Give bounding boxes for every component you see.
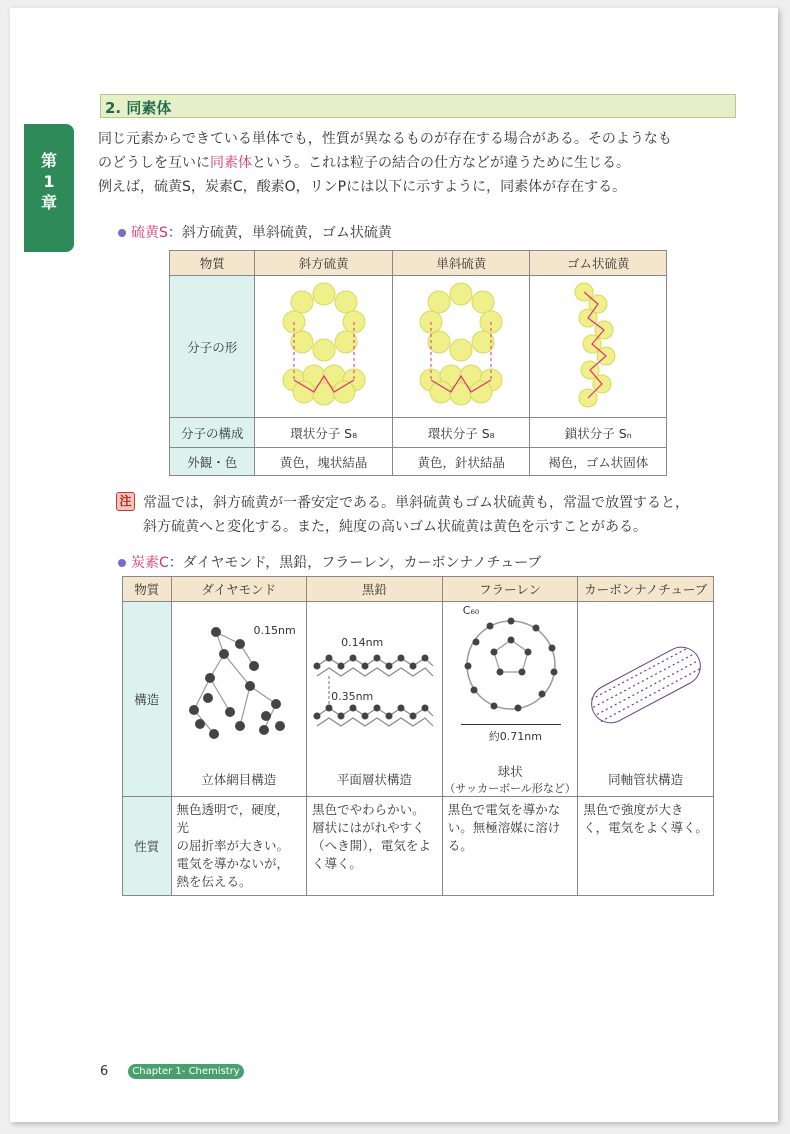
sulfur-th-rubber: ゴム状硫黄: [530, 251, 667, 276]
page-number: 6: [100, 1064, 109, 1079]
bullet-dot: [118, 559, 126, 567]
nanotube-cell: [578, 602, 714, 797]
fullerene-size: 約0.71nm: [488, 730, 542, 743]
appearance-cell: 黄色，針状結晶: [392, 448, 530, 476]
sulfur-th-rhombic: 斜方硫黄: [255, 251, 393, 276]
nanotube-property: [578, 797, 714, 896]
intro-line1: 同じ元素からできている単体でも，性質が異なるものが存在する場合がある。そのようなも: [98, 131, 672, 147]
sulfur-row-shape: 分子の形: [170, 276, 255, 418]
chain-molecule-icon: [558, 280, 638, 410]
graphite-cell: [307, 602, 443, 797]
carbon-th-substance: 物質: [123, 577, 172, 602]
carbon-th-fullerene: フラーレン: [442, 577, 578, 602]
section-header: [100, 94, 736, 118]
fullerene-size-line: [461, 724, 561, 725]
property-line: る。: [447, 838, 473, 853]
diamond-cell: [171, 602, 307, 797]
property-line: の屈折率が大きい。: [176, 838, 290, 853]
sulfur-name: 硫黄S: [131, 225, 168, 241]
intro-term: 同素体: [210, 155, 252, 171]
diamond-bond-length: 0.15nm: [253, 624, 296, 637]
graphite-property: [307, 797, 443, 896]
property-line: く導く。: [312, 856, 362, 871]
diamond-structure-label: 立体網目構造: [201, 772, 277, 787]
note-mark: 注: [116, 492, 135, 511]
sulfur-row-appearance: 外観・色: [170, 448, 255, 476]
property-line: 黒色で強度が大き: [583, 802, 684, 817]
fullerene-formula: C₆₀: [462, 604, 480, 617]
chapter-tab: [24, 124, 74, 252]
carbon-row-structure: 構造: [123, 602, 172, 797]
nanotube-structure-label: 同軸管状構造: [608, 772, 684, 787]
nanotube-structure-icon: [581, 630, 711, 740]
fullerene-cell: [442, 602, 578, 797]
composition-cell: 環状分子 S₈: [392, 418, 530, 448]
diamond-property: [171, 797, 307, 896]
property-line: い。無極溶媒に溶け: [447, 820, 561, 835]
fullerene-structure-sub: （サッカーボール形など）: [444, 782, 576, 795]
ring-molecule-icon: [264, 280, 384, 410]
graphite-layer-distance: 0.35nm: [331, 690, 374, 703]
chapter-label: Chapter 1- Chemistry: [128, 1064, 244, 1079]
section-title: 2. 同素体: [105, 99, 172, 117]
property-line: 熱を伝える。: [176, 874, 252, 889]
sulfur-bullet: [118, 222, 392, 242]
composition-cell: 鎖状分子 Sₙ: [530, 418, 667, 448]
composition-cell: 環状分子 S₈: [255, 418, 393, 448]
chapter-tab-line1: 第: [40, 151, 57, 170]
chapter-tab-line3: 章: [40, 193, 57, 212]
intro-line2-post: という。これは粒子の結合の仕方などが違うために生じる。: [252, 155, 630, 171]
note-line1: 常温では，斜方硫黄が一番安定である。単斜硫黄もゴム状硫黄も，常温で放置すると，: [143, 495, 689, 511]
monoclinic-molecule-figure: [392, 276, 530, 418]
sulfur-th-substance: 物質: [170, 251, 255, 276]
carbon-row-property: 性質: [123, 797, 172, 896]
property-line: く，電気をよく導く。: [583, 820, 708, 835]
sulfur-table: [169, 250, 667, 476]
fullerene-property: [442, 797, 578, 896]
bullet-dot: [118, 229, 126, 237]
property-line: 電気を導かないが，: [176, 856, 290, 871]
graphite-structure-label: 平面層状構造: [336, 772, 412, 787]
sulfur-th-monoclinic: 単斜硫黄: [392, 251, 530, 276]
intro-line2-pre: のどうしを互いに: [98, 155, 210, 171]
sulfur-list: ：斜方硫黄，単斜硫黄，ゴム状硫黄: [167, 225, 392, 241]
carbon-list: ：ダイヤモンド，黒鉛，フラーレン，カーボンナノチューブ: [168, 555, 542, 571]
carbon-name: 炭素C: [131, 555, 169, 571]
carbon-th-diamond: ダイヤモンド: [171, 577, 307, 602]
rhombic-molecule-figure: [255, 276, 393, 418]
carbon-th-nanotube: カーボンナノチューブ: [578, 577, 714, 602]
intro-line3: 例えば，硫黄S，炭素C，酸素O，リンPには以下に示すように，同素体が存在する。: [98, 179, 627, 195]
property-line: 無色透明で，硬度，光: [176, 802, 289, 835]
fullerene-structure-icon: [456, 610, 566, 720]
rubber-molecule-figure: [530, 276, 667, 418]
carbon-th-graphite: 黒鉛: [307, 577, 443, 602]
sulfur-row-composition: 分子の構成: [170, 418, 255, 448]
fullerene-structure-label: 球状: [497, 764, 523, 779]
appearance-cell: 黄色，塊状結晶: [255, 448, 393, 476]
graphite-bond-length: 0.14nm: [341, 636, 384, 649]
note-line2: 斜方硫黄へと変化する。また，純度の高いゴム状硫黄は黄色を示すことがある。: [143, 519, 647, 535]
chapter-tab-line2: 1: [43, 172, 55, 191]
carbon-table: [122, 576, 714, 896]
ring-molecule-icon: [401, 280, 521, 410]
property-line: 黒色でやわらかい。: [312, 802, 425, 817]
property-line: 黒色で電気を導かな: [447, 802, 561, 817]
intro-line2: [98, 152, 630, 172]
property-line: （へき開），電気をよ: [312, 838, 431, 853]
appearance-cell: 褐色，ゴム状固体: [530, 448, 667, 476]
carbon-bullet: [118, 552, 541, 572]
property-line: 層状にはがれやすく: [312, 820, 425, 835]
